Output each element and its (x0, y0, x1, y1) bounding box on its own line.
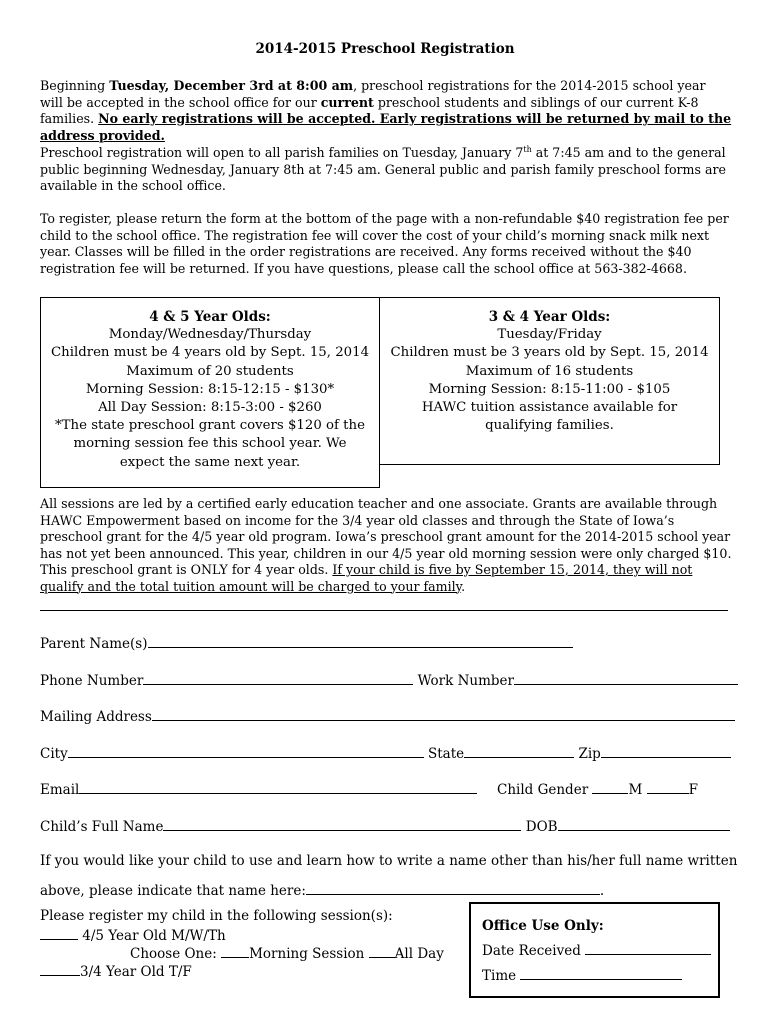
box-line: Maximum of 16 students (465, 363, 634, 379)
gender-f-label: F (688, 782, 698, 798)
all-day-label: All Day (394, 946, 444, 962)
gender-f-field[interactable] (647, 779, 689, 794)
phone-row (40, 670, 738, 690)
session-45-row (40, 925, 226, 945)
work-label: Work Number (417, 673, 514, 689)
open-text: at 7:45 am and to the general public beginning Wednesday, January 8th at 7:45 am. General public and parish family preschool forms are available in the school office. (40, 145, 726, 193)
all-day-checkbox[interactable] (369, 943, 395, 958)
session-34-checkbox[interactable] (40, 961, 80, 976)
time-row (482, 964, 718, 989)
start-date: Tuesday, December 3rd at 8:00 am (109, 78, 354, 93)
city-label: City (40, 746, 68, 762)
child-name-label: Child’s Full Name (40, 819, 164, 835)
session-45-checkbox[interactable] (40, 925, 78, 940)
phone-label: Phone Number (40, 673, 144, 689)
box-line: Children must be 3 years old by Sept. 15, 2014 (390, 345, 709, 361)
nickname-label: above, please indicate that name here: (40, 883, 306, 899)
session-34-row (40, 961, 192, 981)
choose-one-row (130, 943, 444, 963)
box-line: HAWC tuition assistance available for qualifying families. (421, 400, 678, 434)
parent-name-label: Parent Name(s) (40, 636, 148, 652)
city-row (40, 743, 731, 763)
child-gender-label: Child Gender (497, 782, 589, 798)
office-use-box (469, 902, 720, 998)
zip-field[interactable] (601, 743, 731, 758)
nickname-line-1: If you would like your child to use and learn how to write a name other than his/her full name written (40, 853, 738, 869)
choose-one-label: Choose One: (130, 946, 217, 962)
box-footnote: *The state preschool grant covers $120 of the morning session fee this school year. We expect the same next year. (55, 418, 365, 470)
state-label: State (428, 746, 465, 762)
gender-row (497, 779, 698, 799)
dob-label: DOB (525, 819, 558, 835)
zip-label: Zip (578, 746, 601, 762)
nickname-period: . (599, 883, 605, 899)
sessions-text: . (461, 578, 466, 594)
ordinal-suffix: th (523, 144, 532, 154)
register-paragraph (40, 211, 732, 277)
box-line: Tuesday/Friday (497, 327, 602, 343)
box-line: Morning Session: 8:15-12:15 - $130* (85, 381, 335, 397)
open-text: Preschool registration will open to all parish families on Tuesday, January 7 (40, 145, 524, 160)
child-name-row (40, 816, 730, 836)
date-received-field[interactable] (585, 940, 711, 955)
sessions-text: All sessions are led by a certified early education teacher and one associate. Grants are available through HAWC Empowerment based on income for the 3/4 year old classes and through the State of Iowa’s preschool grant for the 4/5 year old program. Iowa’s preschool grant amount for the 2014-2015 school year has not yet been announced. This year, children in our 4/5 year old morning session were only charged $10. This preschool grant is ONLY for 4 year olds. (40, 496, 732, 577)
mailing-row (40, 706, 735, 726)
sessions-paragraph (40, 496, 732, 595)
four-five-year-box (40, 297, 380, 488)
current-emphasis: current (320, 94, 374, 110)
intro-text: Beginning (40, 78, 110, 93)
time-label: Time (482, 968, 517, 984)
mailing-label: Mailing Address (40, 709, 152, 725)
child-name-field[interactable] (163, 816, 521, 831)
time-field[interactable] (520, 965, 682, 980)
five-year-notice: If your child is five by September 15, 2014, they will not qualify and the total tuition amount will be charged to your family (40, 562, 693, 594)
divider (40, 610, 728, 611)
email-row (40, 779, 477, 799)
office-heading: Office Use Only: (482, 918, 604, 934)
date-received-label: Date Received (482, 943, 581, 959)
nickname-field[interactable] (306, 880, 600, 895)
intro-text: preschool students and siblings of our current K-8 families. (40, 94, 699, 126)
gender-m-field[interactable] (592, 779, 628, 794)
nickname-row (40, 880, 604, 900)
work-field[interactable] (514, 670, 738, 685)
email-label: Email (40, 782, 80, 798)
morning-checkbox[interactable] (221, 943, 249, 958)
session-34-label: 3/4 Year Old T/F (80, 964, 192, 980)
mailing-field[interactable] (152, 706, 735, 721)
city-field[interactable] (68, 743, 424, 758)
open-paragraph (40, 145, 732, 195)
no-early-registration-notice: No early registrations will be accepted. Early registrations will be returned by mail to the address provided. (40, 111, 732, 143)
box-heading: 4 & 5 Year Olds: (149, 309, 271, 325)
intro-text: , preschool registrations for the 2014-2015 school year will be accepted in the school office for our (40, 78, 706, 110)
box-line: Morning Session: 8:15-11:00 - $105 (428, 381, 671, 397)
register-text: To register, please return the form at the bottom of the page with a non-refundable $40 registration fee per child to the school office. The registration fee will cover the cost of your child’s morning snack milk next year. Classes will be filled in the order registrations are received. Any forms received without the $40 registration fee will be returned. If you have questions, please call the school office at 563-382-4668. (40, 211, 729, 276)
state-field[interactable] (464, 743, 574, 758)
intro-paragraph (40, 78, 732, 144)
box-line: Monday/Wednesday/Thursday (108, 327, 312, 343)
date-received-row (482, 939, 718, 964)
morning-label: Morning Session (249, 946, 365, 962)
gender-m-label: M (628, 782, 643, 798)
phone-field[interactable] (143, 670, 413, 685)
parent-name-row (40, 633, 573, 653)
email-field[interactable] (79, 779, 477, 794)
three-four-year-box (379, 297, 720, 465)
page-title: 2014-2015 Preschool Registration (255, 41, 515, 57)
box-line: Children must be 4 years old by Sept. 15, 2014 (50, 345, 370, 361)
session-45-label: 4/5 Year Old M/W/Th (78, 928, 226, 944)
box-heading: 3 & 4 Year Olds: (488, 309, 611, 325)
box-line: Maximum of 20 students (126, 363, 294, 379)
parent-name-field[interactable] (148, 633, 573, 648)
box-line: All Day Session: 8:15-3:00 - $260 (98, 400, 322, 416)
register-prompt: Please register my child in the following session(s): (40, 908, 393, 924)
dob-field[interactable] (558, 816, 730, 831)
